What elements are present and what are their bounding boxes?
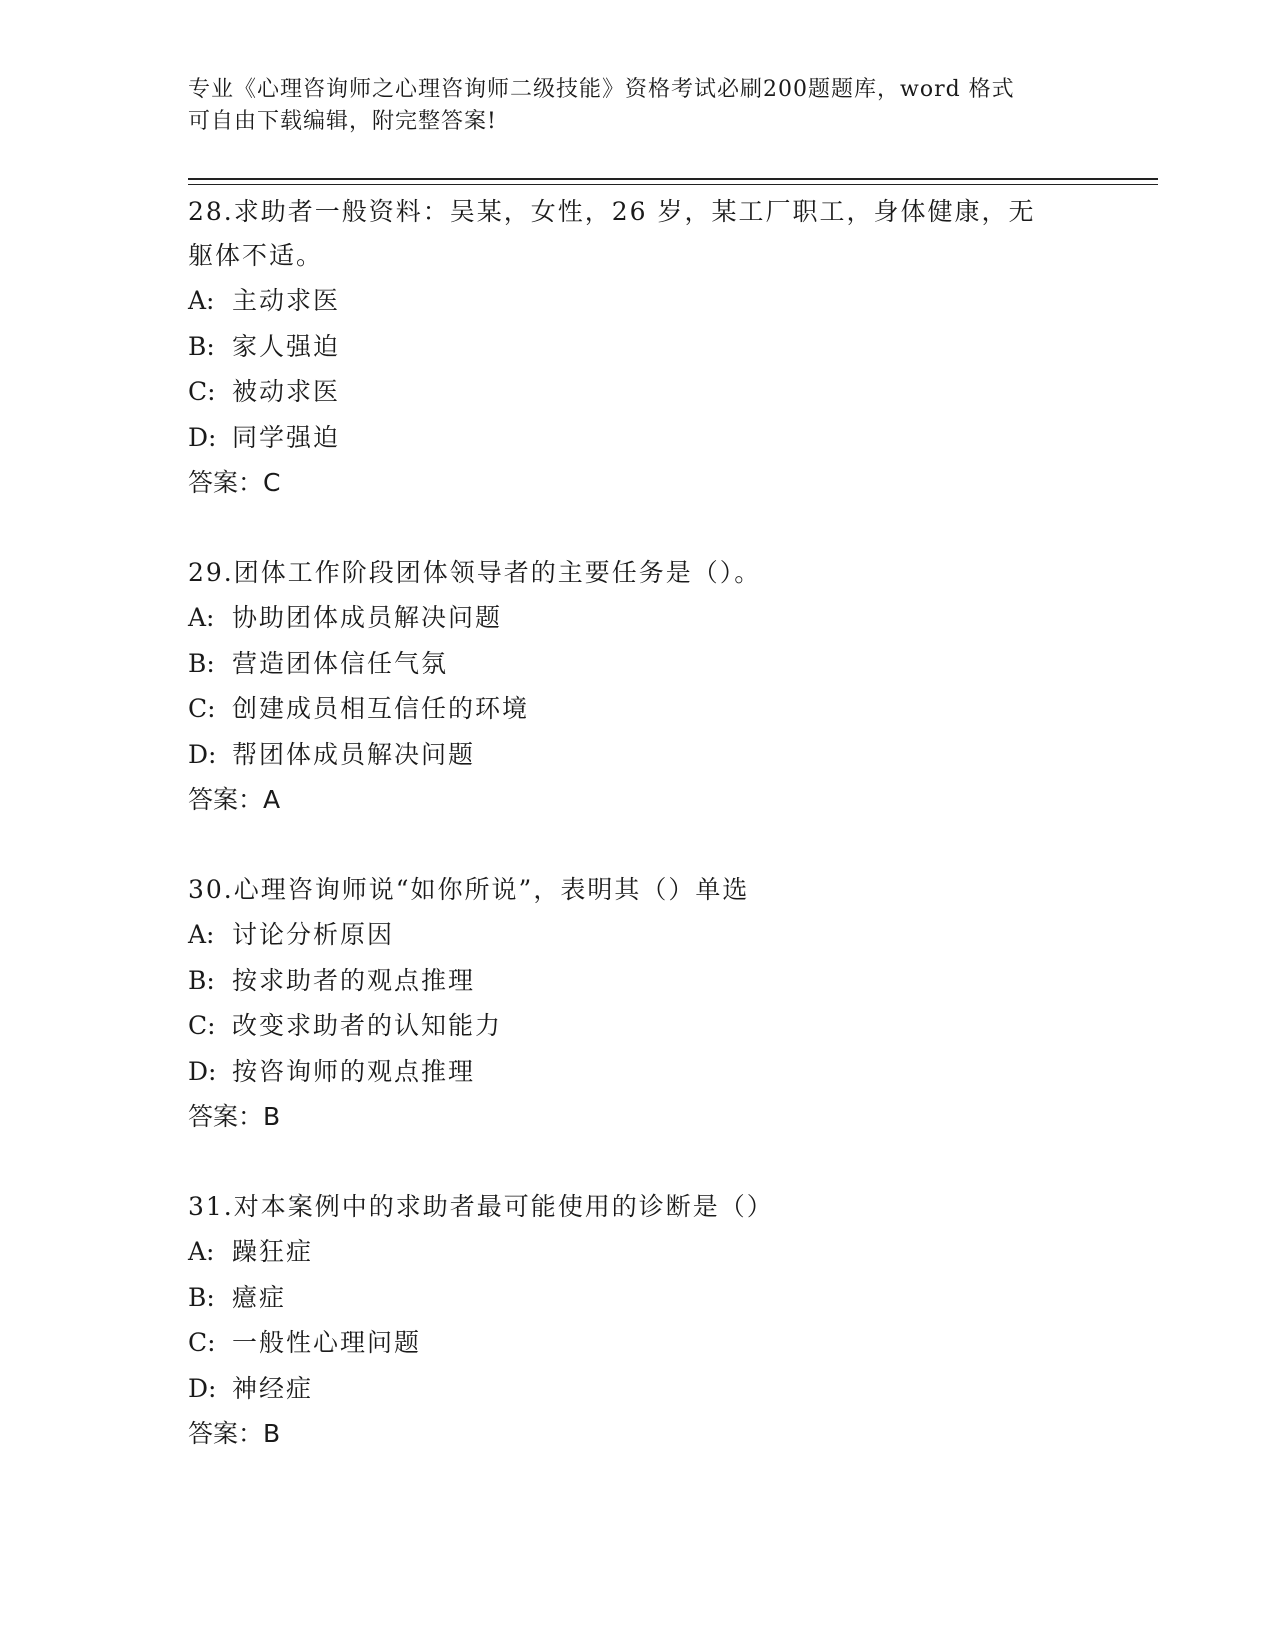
option-text: 创建成员相互信任的环境 bbox=[232, 694, 530, 723]
option-letter: B: bbox=[188, 965, 215, 995]
option-letter: C: bbox=[188, 694, 216, 723]
option-text: 被动求医 bbox=[232, 377, 341, 406]
question-31 bbox=[188, 1185, 1088, 1457]
option-a bbox=[188, 595, 1088, 641]
header-line-2: 可自由下载编辑，附完整答案! bbox=[188, 109, 497, 134]
option-text: 按咨询师的观点推理 bbox=[232, 1056, 476, 1086]
option-letter: B: bbox=[188, 648, 215, 678]
option-text: 同学强迫 bbox=[232, 422, 341, 452]
option-text: 癔症 bbox=[232, 1282, 287, 1312]
option-text: 营造团体信任气氛 bbox=[232, 648, 449, 678]
header-rule-thick bbox=[188, 178, 1158, 180]
option-text: 改变求助者的认知能力 bbox=[232, 1011, 503, 1040]
option-a bbox=[188, 912, 1088, 958]
option-a bbox=[188, 278, 1088, 324]
option-letter: A: bbox=[188, 603, 215, 632]
option-letter: A: bbox=[188, 1237, 215, 1266]
question-title-line: 30.心理咨询师说“如你所说”，表明其（）单选 bbox=[188, 875, 750, 904]
option-b bbox=[188, 958, 1088, 1004]
answer-line: 答案：B bbox=[188, 1419, 281, 1448]
option-letter: D: bbox=[188, 1373, 217, 1403]
option-letter: D: bbox=[188, 739, 217, 769]
option-text: 神经症 bbox=[232, 1373, 314, 1403]
option-text: 主动求医 bbox=[232, 286, 341, 315]
header-line-1: 专业《心理咨询师之心理咨询师二级技能》资格考试必刷200题题库，word 格式 bbox=[188, 77, 1015, 102]
option-a bbox=[188, 1229, 1088, 1275]
option-d bbox=[188, 1366, 1088, 1412]
option-letter: C: bbox=[188, 1011, 216, 1040]
question-list bbox=[188, 190, 1088, 1502]
option-c bbox=[188, 686, 1088, 732]
answer-line: 答案：C bbox=[188, 468, 281, 497]
option-b bbox=[188, 324, 1088, 370]
option-letter: D: bbox=[188, 1056, 217, 1086]
option-text: 讨论分析原因 bbox=[232, 920, 395, 949]
option-d bbox=[188, 1049, 1088, 1095]
option-letter: B: bbox=[188, 331, 215, 361]
document-header bbox=[188, 74, 1068, 138]
answer-line: 答案：A bbox=[188, 785, 281, 814]
option-b bbox=[188, 641, 1088, 687]
question-title-line: 28.求助者一般资料：吴某，女性，26 岁，某工厂职工，身体健康，无 bbox=[188, 197, 1036, 226]
option-text: 躁狂症 bbox=[232, 1237, 314, 1266]
option-letter: C: bbox=[188, 1328, 216, 1357]
option-d bbox=[188, 732, 1088, 778]
option-letter: C: bbox=[188, 377, 216, 406]
option-letter: A: bbox=[188, 286, 215, 315]
option-c bbox=[188, 369, 1088, 415]
option-text: 按求助者的观点推理 bbox=[232, 965, 476, 995]
option-text: 一般性心理问题 bbox=[232, 1328, 422, 1357]
option-text: 协助团体成员解决问题 bbox=[232, 603, 503, 632]
question-title-line: 31.对本案例中的求助者最可能使用的诊断是（） bbox=[188, 1192, 774, 1221]
question-29 bbox=[188, 551, 1088, 823]
option-c bbox=[188, 1003, 1088, 1049]
option-letter: D: bbox=[188, 422, 217, 452]
option-c bbox=[188, 1320, 1088, 1366]
option-letter: B: bbox=[188, 1282, 215, 1312]
option-text: 帮团体成员解决问题 bbox=[232, 739, 476, 769]
question-title-line: 29.团体工作阶段团体领导者的主要任务是（）。 bbox=[188, 558, 762, 587]
header-rule-thin bbox=[188, 184, 1158, 185]
answer-line: 答案：B bbox=[188, 1102, 281, 1131]
option-letter: A: bbox=[188, 920, 215, 949]
question-title-line: 躯体不适。 bbox=[188, 241, 324, 270]
question-30 bbox=[188, 868, 1088, 1140]
question-28 bbox=[188, 190, 1088, 506]
option-text: 家人强迫 bbox=[232, 331, 341, 361]
option-b bbox=[188, 1275, 1088, 1321]
option-d bbox=[188, 415, 1088, 461]
